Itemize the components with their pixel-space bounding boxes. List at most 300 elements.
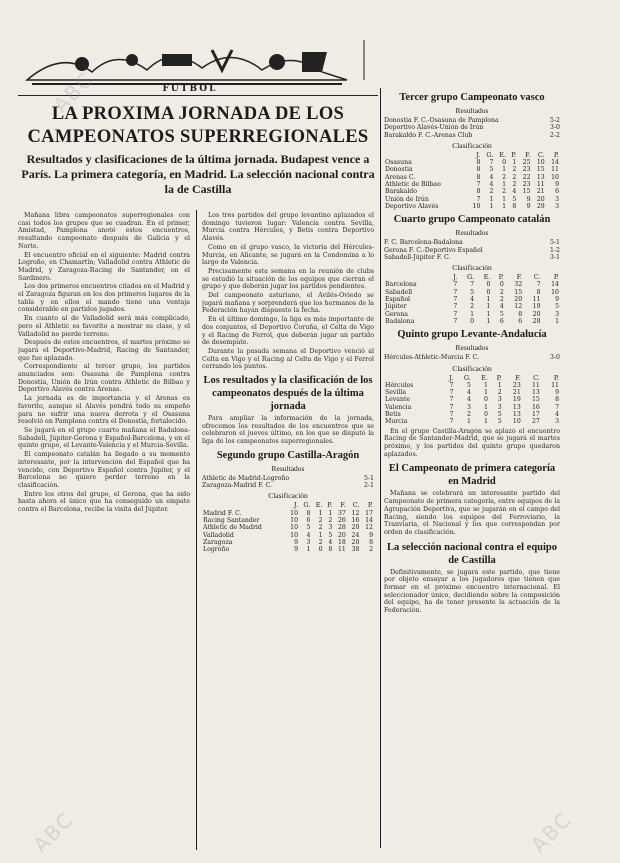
grupo4-title: Cuarto grupo Campeonato catalán [393,214,551,226]
team-name: Racing Santander [203,517,260,525]
table-cell: 3 [497,403,502,411]
result-row [384,132,560,139]
table-cell: 14 [365,517,373,525]
table-cell: 8 [518,310,523,318]
table-cell: 10 [290,531,299,539]
column-header: C. [537,150,545,159]
table-cell: 1 [497,381,502,389]
table-cell: 7 [476,181,481,189]
article-paragraph: En el último domingo, la liga es más importante de dos conjuntos, el Deportivo Coruña, el Celta de Vigo y el Racing de Ferrol, que deberán jugar un partido de desempate. [202,316,374,347]
team-name: Athletic de Bilbao [385,181,441,189]
table-cell: 9 [294,538,299,546]
result-match: Barakaldo F. C.-Arenas Club [384,131,473,139]
table-cell: 8 [476,166,481,174]
table-cell: 13 [532,389,540,397]
table-cell: 22 [522,173,531,181]
team-name: Athletic de Madrid [203,524,262,532]
table-cell: 7 [476,195,481,203]
grupo2-classification-label: Clasificación [268,491,308,501]
table-cell: 7 [536,281,541,289]
table-cell: 20 [532,310,541,318]
table-cell: 1 [502,181,507,189]
table-cell: 10 [290,509,299,517]
table-cell: 23 [512,381,521,389]
table-cell: 23 [522,181,531,189]
team-name: Osasuna [385,159,412,167]
table-row [202,532,374,539]
table-cell: 2 [318,524,323,532]
table-row [384,418,560,425]
article-paragraph: Definitivamente, se jugará este partido, que tiene por objeto ensayar a los jugadores que tienen que formar en el próximo encuentro internacional. El seleccionador único, decidiendo sobre la composición del equipo, ha de tener presente la actuación de la Federación. [384,568,560,615]
result-match: Deportivo Alavés-Unión de Irún [384,124,484,132]
subheadline: Resultados y clasificaciones de la última jornada. Budapest vence a París. La primera categoría, en Madrid. La selección nacional contra la de Castilla [21,152,375,196]
table-cell: 2 [512,166,517,174]
result-row [384,247,560,254]
column-header: P. [367,501,373,510]
table-cell: 2 [499,288,504,296]
table-cell: 6 [499,317,504,325]
table-cell: 1 [484,389,488,397]
team-name: Gerona [385,310,408,318]
column-header: F. [516,273,523,282]
team-name: Unión de Irún [385,195,429,203]
seleccion-article [384,569,560,616]
table-cell: 1 [502,166,507,174]
article-paragraph: En el grupo Castilla-Aragón se aplazó el encuentro Racing de Santander-Madrid, que se jugará el martes próximo, y los partidos del quinto grupo quedaron aplazados. [384,427,560,458]
table-cell: 16 [351,517,360,525]
team-name: Murcia [385,418,408,426]
table-row [384,303,560,310]
table-row [384,411,560,418]
table-cell: 17 [365,509,373,517]
column-header: P. [553,273,559,282]
table-cell: 1 [502,195,507,203]
article-paragraph: Como en el grupo vasco, la victoria del Hércules-Murcia, en Alicante, se jugará en la Condomina a lo largo de Valencia. [202,243,374,267]
abc-watermark: ABC [48,66,99,118]
table-cell: 0 [486,281,491,289]
team-name: Betis [385,411,401,419]
table-cell: 5 [306,524,311,532]
result-row [202,482,374,489]
table-cell: 3 [555,202,559,210]
table-cell: 6 [306,517,311,525]
table-cell: 20 [337,531,346,539]
table-header-row [384,375,560,382]
table-row [202,539,374,546]
team-name: Madrid F. C. [203,509,242,517]
grupo4-results [384,239,560,261]
table-cell: 4 [306,531,311,539]
table-cell: 5 [555,303,559,311]
section-label: FUTBOL [162,84,218,94]
table-cell: 23 [522,166,531,174]
table-cell: 8 [512,202,517,210]
table-cell: 13 [512,411,521,419]
grupo3-results [384,117,560,139]
table-cell: 2 [499,296,504,304]
result-match: Sabadell-Júpiter F. C. [384,253,451,261]
article-paragraph: Para ampliar la información de la jornada, ofrecemos los resultados de los encuentros que se celebraron el jueves último, en los que se disputó la liga de los campeonatos superregionales. [202,415,374,446]
table-cell: 0 [486,288,491,296]
grupo5-note [384,428,560,460]
table-cell: 7 [555,403,559,411]
column-header: F. [340,501,346,510]
table-row [384,404,560,411]
column-header: P. [511,150,517,159]
result-score: 1-2 [550,246,560,254]
grupo5-classification-label: Clasificación [452,363,492,373]
table-row [384,174,560,181]
table-cell: 0 [318,546,323,554]
result-row [384,254,560,261]
table-cell: 37 [337,509,346,517]
main-headline: LA PROXIMA JORNADA DE LOS CAMPEONATOS SUPERREGIONALES [27,104,369,147]
table-cell: 9 [555,181,559,189]
table-cell: 0 [484,411,488,419]
table-cell: 2 [502,188,507,196]
column-divider [380,88,381,848]
grupo2-results-label: Resultados [271,463,305,473]
table-cell: 5 [328,531,333,539]
table-cell: 1 [306,546,311,554]
team-name: Zaragoza [203,538,233,546]
table-cell: 8 [555,396,559,404]
team-name: Deportivo Alavés [385,202,439,210]
table-cell: 6 [518,317,523,325]
article-paragraph: El campeonato catalán ha llegado a su momento interesante, por la intervención del Español que ha vencido, con Deportivo Español contra Júpiter, y el Barcelona no quiere perder terreno en la clasificación. [18,451,190,489]
table-cell: 2 [502,173,507,181]
table-cell: 2 [470,303,475,311]
table-cell: 20 [536,195,545,203]
table-cell: 1 [486,296,491,304]
table-cell: 4 [489,173,494,181]
table-cell: 2 [318,538,323,546]
table-cell: 38 [351,546,360,554]
result-match: F. C. Barcelona-Badalona [384,239,463,247]
table-cell: 7 [453,288,458,296]
result-score: 5-1 [550,239,560,247]
table-cell: 0 [484,396,488,404]
table-cell: 26 [337,517,346,525]
primera-article [384,490,560,537]
result-score: 3-0 [550,354,560,362]
table-cell: 15 [522,188,531,196]
table-cell: 28 [337,524,346,532]
table-cell: 11 [536,181,545,189]
table-cell: 8 [476,173,481,181]
column-header: P. [553,150,559,159]
column-header: E. [481,373,488,382]
grupo5-title: Quinto grupo Levante-Andalucía [397,329,547,341]
grupo5-results-label: Resultados [455,343,489,353]
column-header: P. [498,273,504,282]
table-cell: 1 [470,310,475,318]
team-name: Barcelona [385,281,417,289]
table-cell: 4 [470,296,475,304]
column-header [202,502,286,509]
column-header: F. [515,373,521,382]
table-cell: 25 [522,159,531,167]
team-name: Logroño [203,546,230,554]
team-name: Júpiter [385,303,407,311]
table-cell: 2 [512,181,517,189]
grupo2-title: Segundo grupo Castilla-Aragón [216,449,360,461]
result-score: 3-1 [550,253,560,261]
table-cell: 1 [486,310,491,318]
result-row [384,239,560,246]
table-cell: 5 [470,288,475,296]
team-name: Valladolid [203,531,234,539]
table-cell: 15 [532,396,540,404]
table-cell: 8 [369,538,373,546]
table-cell: 4 [555,411,559,419]
table-cell: 7 [453,296,458,304]
table-row [202,546,374,553]
table-cell: 7 [449,381,454,389]
table-cell: 16 [532,403,540,411]
table-cell: 1 [486,317,491,325]
table-cell: 0 [502,159,507,167]
result-score: 2-1 [364,482,374,490]
table-cell: 8 [476,188,481,196]
column-header: G. [467,273,475,282]
column-header: G. [463,373,471,382]
column-header: G. [486,150,494,159]
table-cell: 9 [294,546,299,554]
article-paragraph: La jornada es de importancia y el Arenas es favorito, aunque el Alavés pondrá todo su empeño para no sufrir una nueva derrota y el Osasuna resolvió en Pamplona contra el Donostia, fortalecido. [18,395,190,426]
column-header: P. [496,373,502,382]
table-cell: 3 [328,524,333,532]
column-header: E. [483,273,491,282]
article-paragraph: Se jugará en el grupo cuarto mañana el Badalona-Sabadell, Júpiter-Gerona y Español-Barcelona, y en el quinto grupo, el Levante-Valencia y el Murcia-Sevilla. [18,426,190,450]
grupo4-results-label: Resultados [455,228,489,238]
article-column-1 [18,212,190,852]
table-cell: 1 [484,403,488,411]
column-header: E. [499,150,507,159]
table-row [384,289,560,296]
table-cell: 6 [555,188,559,196]
table-cell: 10 [551,173,559,181]
team-name: Donostia [385,166,413,174]
table-cell: 1 [318,531,323,539]
table-cell: 9 [526,202,531,210]
table-cell: 7 [453,303,458,311]
table-cell: 2 [328,517,333,525]
table-row [384,188,560,195]
article-paragraph: Correspondiente al tercer grupo, los partidos anunciados son: Osasuna de Pamplona contra Donostia, Unión de Irún contra Athletic de Bilbao y Deportivo Alavés contra Arenas. [18,363,190,394]
table-cell: 11 [532,381,540,389]
table-cell: 2 [369,546,373,554]
table-cell: 20 [351,538,360,546]
column-header: P. [553,373,559,382]
abc-watermark: ABC [526,806,577,858]
table-row [384,396,560,403]
table-cell: 1 [484,418,488,426]
table-cell: 3 [555,418,559,426]
article-paragraph: Entre los otros del grupo, el Gerona, que ha sido hasta ahora el único que ha conseguido un empate contra el Barcelona, recibe la visita del Júpiter. [18,490,190,514]
table-cell: 28 [532,317,541,325]
article-paragraph: Mañana libra campeonatos superregionales con casi todos los grupos que se cuadran. En el primer, Amistad, Pamplona anotó estos encuentros, resultando campeonato después de Galicia y el Norte. [18,212,190,250]
table-cell: 15 [514,288,523,296]
column-header: J. [293,501,299,510]
results-section-heading: Los resultados y la clasificación de los campeonatos después de la última jornada [203,375,373,413]
column-header: E. [315,501,323,510]
table-cell: 10 [512,418,521,426]
table-cell: 1 [486,303,491,311]
table-cell: 1 [484,381,488,389]
table-cell: 7 [449,418,454,426]
table-cell: 7 [449,411,454,419]
article-paragraph: Precisamente esta semana en la reunión de clubs se estudió la situación de los equipos que cierran el grupo y que deberán jugar los partidos pendientes. [202,267,374,291]
table-cell: 9 [555,296,559,304]
table-cell: 1 [555,317,559,325]
seleccion-title: La selección nacional contra el equipo de Castilla [386,541,558,566]
column-header: C. [533,273,541,282]
table-cell: 10 [536,159,545,167]
result-match: Gerona F. C.-Deportivo Español [384,246,483,254]
column-header: P. [327,501,333,510]
table-cell: 12 [514,303,523,311]
right-column [384,88,560,616]
table-row [202,517,374,524]
table-cell: 19 [532,303,541,311]
column-header: F. [524,150,531,159]
table-cell: 4 [489,181,494,189]
table-cell: 5 [497,418,502,426]
table-cell: 24 [351,531,360,539]
table-cell: 18 [337,538,346,546]
table-row [384,281,560,288]
table-cell: 29 [536,202,545,210]
table-cell: 12 [351,509,360,517]
table-cell: 4 [512,188,517,196]
result-score: 5-1 [364,474,374,482]
team-name: Sevilla [385,389,407,397]
table-row [202,510,374,517]
table-cell: 7 [449,396,454,404]
grupo3-results-label: Resultados [455,106,489,115]
table-header-row [384,274,560,281]
result-match: Hércules-Athletic-Murcia F. C. [384,354,479,362]
table-cell: 10 [290,524,299,532]
table-cell: 12 [365,524,373,532]
grupo4-classification-label: Clasificación [452,263,492,273]
column-header: C. [352,501,360,510]
table-row [384,159,560,166]
table-cell: 3 [555,310,559,318]
table-cell: 17 [532,411,540,419]
table-cell: 27 [532,418,540,426]
table-cell: 7 [453,281,458,289]
grupo3-classification-label: Clasificación [452,140,492,150]
table-row [384,181,560,188]
table-row [202,524,374,531]
table-cell: 7 [489,159,494,167]
result-score: 5-2 [550,117,560,124]
table-cell: 7 [470,281,475,289]
table-cell: 1 [318,509,323,517]
table-row [384,382,560,389]
table-cell: 7 [449,403,454,411]
table-cell: 9 [555,389,559,397]
column-header [384,274,447,281]
column-header: J. [453,273,458,282]
table-cell: 1 [489,195,494,203]
article-paragraph: En cuanto al de Valladolid será más complicado, pero el Athletic es favorito a mostrar su clase, y el Valladolid no pierde terreno. [18,315,190,338]
table-cell: 3 [466,403,471,411]
table-cell: 5 [499,310,504,318]
table-cell: 11 [532,296,541,304]
grupo3-classification-table [384,152,560,210]
table-header-row [384,152,560,159]
grupo5-classification-table [384,375,560,426]
article-paragraph: Los dos primeros encuentros citados en el Madrid y el Zaragoza figuran en los dos primeros lugares de la tabla y en ellos el mando tiene una ventaja considerable en partidos jugados. [18,283,190,314]
table-cell: 0 [470,317,475,325]
result-row [384,124,560,131]
team-name: Levante [385,396,411,404]
table-cell: 11 [337,546,346,554]
team-name: Valencia [385,403,412,411]
table-cell: 21 [512,389,521,397]
table-cell: 8 [328,546,333,554]
result-match: Donostia F. C.-Osasuna de Pamplona [384,117,499,124]
table-cell: 8 [476,159,481,167]
table-cell: 9 [369,531,373,539]
table-cell: 4 [499,303,504,311]
result-row [202,475,374,482]
article-paragraph: El encuentro oficial en el siguiente: Madrid contra Logroño, en Chamartín; Valladolid contra Athletic de Madrid, y Zaragoza-Racing de Santander, en el Sardinero. [18,251,190,282]
article-column-2 [202,212,374,852]
table-row [384,311,560,318]
team-name: Arenas C. [385,173,416,181]
table-cell: 5 [497,411,502,419]
result-row [384,117,560,124]
column-divider [196,210,197,850]
column-header [384,152,467,159]
table-cell: 11 [551,166,559,174]
column-header: C. [533,373,540,382]
team-name: Español [385,296,411,304]
article-paragraph: Los tres partidos del grupo levantino aplazados el domingo tuvieron lugar: Valencia contra Sevilla, Murcia contra Hércules, y Betis contra Deportivo Alavés. [202,212,374,243]
table-row [384,296,560,303]
team-name: Sabadell [385,288,413,296]
result-match: Zaragoza-Madrid F. C. [202,482,272,490]
grupo2-results [202,475,374,490]
table-cell: 7 [449,389,454,397]
table-cell: 20 [351,524,360,532]
table-cell: 1 [489,202,494,210]
table-cell: 10 [290,517,299,525]
column-header: J. [476,150,481,159]
table-cell: 7 [453,310,458,318]
table-cell: 2 [497,389,502,397]
table-cell: 1 [502,202,507,210]
table-cell: 13 [512,403,521,411]
team-name: Badalona [385,317,415,325]
table-row [384,389,560,396]
result-row [384,354,560,361]
table-cell: 1 [512,159,517,167]
table-cell: 32 [514,281,523,289]
table-cell: 9 [526,195,531,203]
result-score: 3-0 [550,124,560,132]
table-cell: 5 [512,195,517,203]
grupo5-results [384,354,560,361]
table-cell: 2 [318,517,323,525]
result-score: 2-2 [550,131,560,139]
table-cell: 4 [328,538,333,546]
table-cell: 2 [512,173,517,181]
